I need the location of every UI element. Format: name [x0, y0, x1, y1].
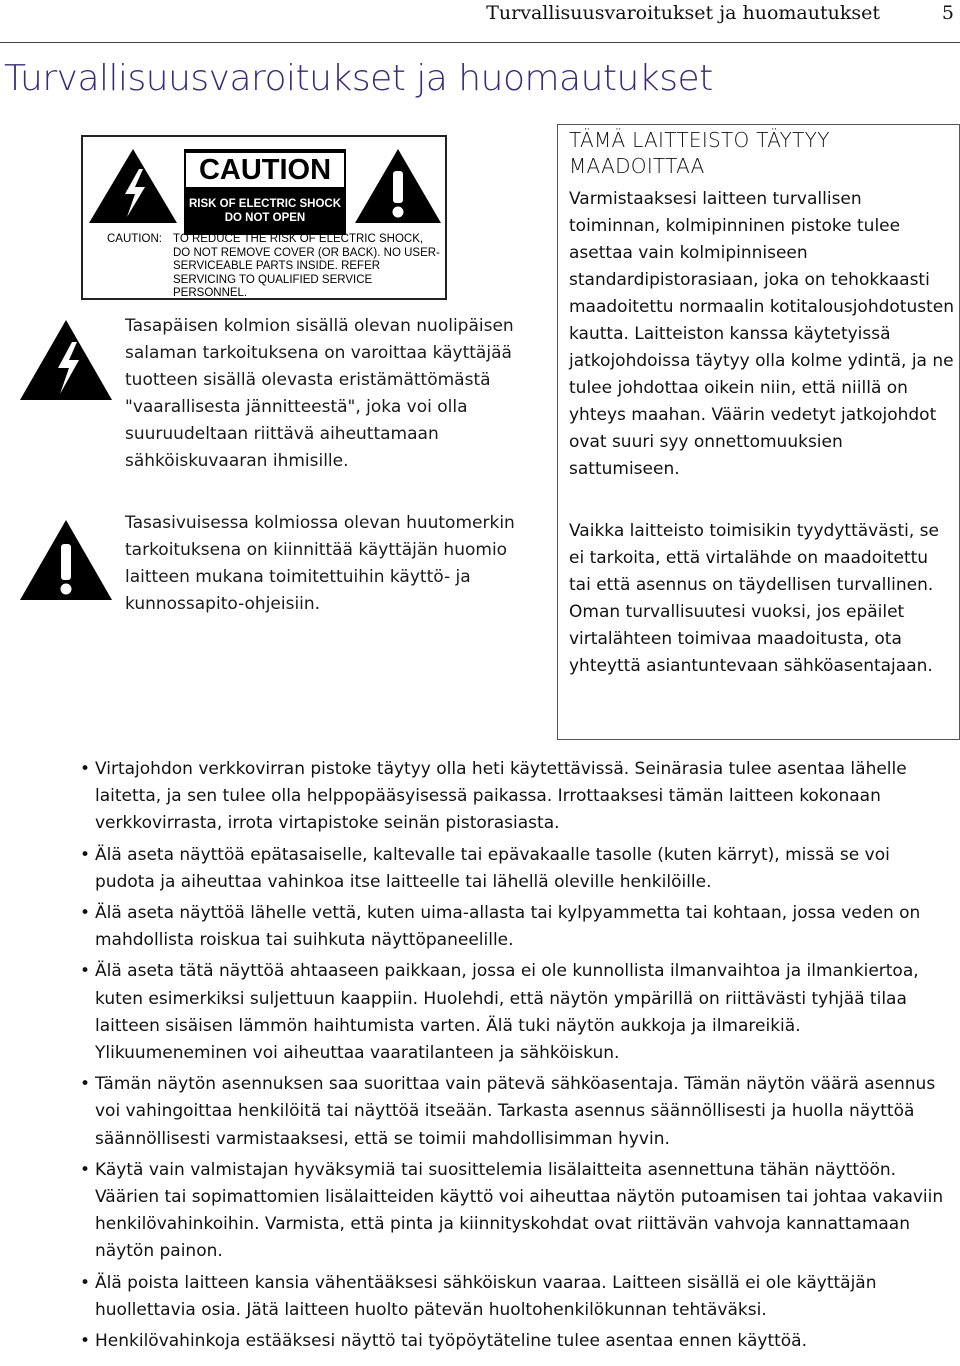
page-title: Turvallisuusvaroitukset ja huomautukset	[4, 58, 713, 99]
list-item: • Virtajohdon verkkovirran pistoke täytyy olla heti käytettävissä. Seinärasia tulee asentaa lähelle laitetta, ja sen tulee olla helppopääsyisessä paikassa. Irrottaaksesi tämän laitteen kokonaan verkkovirrasta, irrota virtapistoke seinän pistorasiasta.	[80, 756, 955, 838]
caution-note-text: TO REDUCE THE RISK OF ELECTRIC SHOCK, DO NOT REMOVE COVER (OR BACK). NO USER-SERVICEABLE PARTS INSIDE. REFER SERVICING TO QUALIFIED SERVICE PERSONNEL.	[173, 233, 440, 299]
caution-banner	[184, 149, 346, 235]
exclamation-explanation: Tasasivuisessa kolmiossa olevan huutomerkin tarkoituksena on kiinnittää käyttäjän huomio laitteen mukana toimitettuihin käyttö- ja kunnossapito-ohjeisiin.	[125, 513, 515, 614]
list-item: • Älä aseta näyttöä epätasaiselle, kaltevalle tai epävakaalle tasolle (kuten kärryt), missä se voi pudota ja aiheuttaa vahinkoa itse laitteelle tai lähellä oleville henkilöille.	[80, 842, 955, 896]
caution-note-label: CAUTION:	[107, 233, 162, 245]
lightning-triangle-icon	[87, 147, 179, 225]
caution-word: CAUTION	[184, 151, 346, 189]
list-item: • Älä aseta tätä näyttöä ahtaaseen paikkaan, jossa ei ole kunnollista ilmanvaihtoa ja ilmankiertoa, kuten esimerkiksi suljettuun kaappiin. Huolehdi, että näytön ympärillä on riittävästi tyhjää tilaa laitteen sisäisen lämmön haihtumista varten. Älä tuki näytön aukkoja ja ilmareikiä. Ylikuumeneminen voi aiheuttaa vaaratilanteen ja sähköiskun.	[80, 958, 955, 1067]
list-item: • Tämän näytön asennuksen saa suorittaa vain pätevä sähköasentaja. Tämän näytön väärä asennus voi vahingoittaa henkilöitä tai näyttöä itseään. Tarkasta asennus säännöllisesti ja huolla näyttöä säännöllisesti varmistaaksesi, että se toimii mahdollisimman hyvin.	[80, 1071, 955, 1153]
list-item: • Henkilövahinkoja estääksesi näyttö tai työpöytäteline tulee asentaa ennen käyttöä.	[80, 1328, 955, 1355]
exclamation-triangle-icon	[18, 518, 114, 602]
grounding-warning-box	[557, 124, 960, 740]
list-item: • Käytä vain valmistajan hyväksymiä tai suosittelemia lisälaitteita asennettuna tähän näyttöön. Väärien tai sopimattomien lisälaitteiden käyttö voi aiheuttaa näytön putoamisen tai johtaa vakaviin henkilövahinkoihin. Varmista, että pinta ja kiinnityskohdat ovat riittävän vahvoja kannattamaan näytön painon.	[80, 1157, 955, 1266]
list-item: • Älä poista laitteen kansia vähentääksesi sähköiskun vaaraa. Laitteen sisällä ei ole käyttäjän huollettavia osia. Jätä laitteen huolto pätevän huoltohenkilökunnan tehtäväksi.	[80, 1270, 955, 1324]
grounding-heading: TÄMÄ LAITTEISTO TÄYTYY MAADOITTAA	[569, 128, 830, 178]
exclamation-triangle-icon	[353, 147, 443, 225]
risk-of-shock-text: RISK OF ELECTRIC SHOCK DO NOT OPEN	[188, 198, 342, 224]
running-header-title: Turvallisuusvaroitukset ja huomautukset	[486, 2, 880, 24]
safety-bullet-list	[80, 756, 955, 1359]
grounding-paragraph-1: Varmistaaksesi laitteen turvallisen toiminnan, kolmipinninen pistoke tulee asettaa vain kolmipinniseen standardipistorasiaan, joka on tehokkaasti maadoitettu normaalin kotitalousjohdotusten kautta. Laitteiston kanssa käytetyissä jatkojohdoissa täytyy olla kolme ydintä, ja ne tulee johdottaa oikein niin, että niillä on yhteys maahan. Väärin vedetyt jatkojohdot ovat suuri syy onnettomuuksien sattumiseen.	[569, 189, 954, 479]
grounding-paragraph-2: Vaikka laitteisto toimisikin tyydyttävästi, se ei tarkoita, että virtalähde on maadoitettu tai että asennus on täydellisen turvallinen. Oman turvallisuutesi vuoksi, jos epäilet virtalähteen toimivaa maadoitusta, ota yhteyttä asiantuntevaan sähköasentajaan.	[569, 521, 939, 676]
running-header	[0, 0, 960, 43]
caution-label	[81, 135, 447, 300]
page-number: 5	[941, 2, 954, 24]
lightning-triangle-icon	[18, 318, 114, 402]
list-item: • Älä aseta näyttöä lähelle vettä, kuten uima-allasta tai kylpyammetta tai kohtaan, jossa veden on mahdollista roiskua tai suihkuta näyttöpaneelille.	[80, 900, 955, 954]
lightning-explanation: Tasapäisen kolmion sisällä olevan nuolipäisen salaman tarkoituksena on varoittaa käyttäjää tuotteen sisällä olevasta eristämättömästä "vaarallisesta jännitteestä", joka voi olla suuruudeltaan riittävä aiheuttamaan sähköiskuvaaran ihmisille.	[125, 316, 514, 471]
